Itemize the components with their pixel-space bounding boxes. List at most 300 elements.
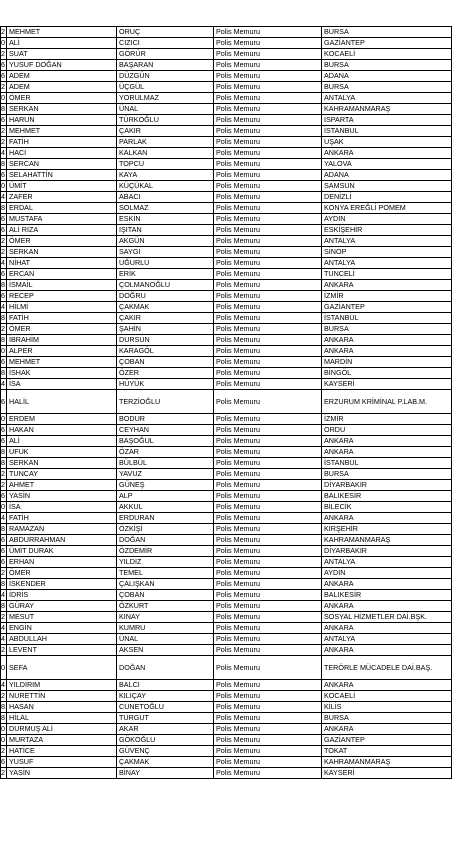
row-number-cell: 6 [1,436,5,445]
table-row [1,458,452,469]
title-cell: Polis Memuru [214,590,322,601]
row-number-cell: 4 [1,379,5,388]
unit-cell: SOSYAL HİZMETLER DAİ.BŞK. [322,612,452,623]
title-cell: Polis Memuru [214,379,322,390]
unit-cell: ADANA [322,71,452,82]
row-number-cell: 4 [1,258,5,267]
first-name-cell: MEHMET [7,357,117,368]
title-cell: Polis Memuru [214,159,322,170]
last-name-cell: AKAR [117,724,214,735]
last-name-cell: BALCI [117,680,214,691]
title-cell: Polis Memuru [214,713,322,724]
title-cell: Polis Memuru [214,324,322,335]
row-number-cell: 2 [1,247,5,256]
title-cell: Polis Memuru [214,702,322,713]
unit-cell: AYDIN [322,214,452,225]
table-row [1,280,452,291]
first-name-cell: HİLMİ [7,302,117,313]
unit-cell: BURSA [322,324,452,335]
unit-cell: KİLİS [322,702,452,713]
table-row [1,390,452,414]
last-name-cell: ÇOBAN [117,357,214,368]
first-name-cell: ERHAN [7,557,117,568]
first-name-cell: SUAT [7,49,117,60]
row-number-cell: 0 [1,346,5,355]
unit-cell: KAHRAMANMARAŞ [322,757,452,768]
unit-cell: ANTALYA [322,634,452,645]
row-number-cell: 6 [1,214,5,223]
title-cell: Polis Memuru [214,225,322,236]
table-row [1,491,452,502]
unit-cell: KONYA EREĞLİ POMEM [322,203,452,214]
last-name-cell: ORUÇ [117,27,214,38]
unit-cell: KOCAELİ [322,691,452,702]
title-cell: Polis Memuru [214,269,322,280]
table-row [1,480,452,491]
first-name-cell: HİLAL [7,713,117,724]
unit-cell: DENİZLİ [322,192,452,203]
table-row [1,590,452,601]
first-name-cell: SERCAN [7,159,117,170]
table-row [1,535,452,546]
row-number-cell: 6 [1,557,5,566]
row-number-cell: 8 [1,368,5,377]
last-name-cell: GÖRÜR [117,49,214,60]
last-name-cell: GÜVENÇ [117,746,214,757]
unit-cell: TERÖRLE MÜCADELE DAİ.BAŞ. [322,656,452,680]
row-number-cell: 2 [1,691,5,700]
last-name-cell: BAŞOĞUL [117,436,214,447]
table-row [1,757,452,768]
first-name-cell: İBRAHİM [7,335,117,346]
unit-cell: BURSA [322,469,452,480]
title-cell: Polis Memuru [214,535,322,546]
table-row [1,713,452,724]
title-cell: Polis Memuru [214,502,322,513]
unit-cell: SAMSUN [322,181,452,192]
table-row [1,236,452,247]
title-cell: Polis Memuru [214,425,322,436]
first-name-cell: ÖMER [7,568,117,579]
table-row [1,680,452,691]
first-name-cell: HACI [7,148,117,159]
last-name-cell: ÇAKMAK [117,302,214,313]
table-row [1,568,452,579]
row-number-cell: 6 [1,170,5,179]
row-number-cell: 2 [1,27,5,36]
first-name-cell: HATİCE [7,746,117,757]
unit-cell: ANKARA [322,513,452,524]
first-name-cell: MESUT [7,612,117,623]
unit-cell: ANKARA [322,436,452,447]
row-number-cell: 6 [1,390,7,414]
row-number-cell: 0 [1,414,5,423]
unit-cell: ERZURUM KRİMİNAL P.LAB.M. [322,390,452,414]
last-name-cell: YAVUZ [117,469,214,480]
unit-cell: GAZİANTEP [322,38,452,49]
title-cell: Polis Memuru [214,735,322,746]
unit-cell: BİLECİK [322,502,452,513]
table-row [1,546,452,557]
title-cell: Polis Memuru [214,656,322,680]
table-row [1,414,452,425]
first-name-cell: ERDAL [7,203,117,214]
unit-cell: ANKARA [322,724,452,735]
last-name-cell: GÖKOĞLU [117,735,214,746]
unit-cell: İSTANBUL [322,313,452,324]
first-name-cell: ÖMER [7,324,117,335]
unit-cell: KAHRAMANMARAŞ [322,535,452,546]
title-cell: Polis Memuru [214,214,322,225]
title-cell: Polis Memuru [214,414,322,425]
unit-cell: MARDİN [322,357,452,368]
row-number-cell: 0 [1,656,7,680]
title-cell: Polis Memuru [214,258,322,269]
row-number-cell: 8 [1,458,5,467]
first-name-cell: HALİL [7,390,117,414]
unit-cell: ISPARTA [322,115,452,126]
last-name-cell: YILDIZ [117,557,214,568]
title-cell: Polis Memuru [214,313,322,324]
table-row [1,469,452,480]
table-row [1,93,452,104]
first-name-cell: GÜRAY [7,601,117,612]
table-row [1,324,452,335]
unit-cell: DİYARBAKIR [322,546,452,557]
row-number-cell: 2 [1,480,5,489]
first-name-cell: RAMAZAN [7,524,117,535]
unit-cell: BALIKESİR [322,491,452,502]
unit-cell: İSTANBUL [322,458,452,469]
title-cell: Polis Memuru [214,458,322,469]
last-name-cell: KARAGÖL [117,346,214,357]
unit-cell: GAZİANTEP [322,302,452,313]
table-row [1,357,452,368]
unit-cell: ANKARA [322,601,452,612]
last-name-cell: ESKİN [117,214,214,225]
unit-cell: ESKİŞEHİR [322,225,452,236]
last-name-cell: ÜNAL [117,634,214,645]
first-name-cell: FATİH [7,137,117,148]
title-cell: Polis Memuru [214,335,322,346]
table-row [1,60,452,71]
last-name-cell: ÜNAL [117,104,214,115]
first-name-cell: UFUK [7,447,117,458]
table-row [1,447,452,458]
unit-cell: İZMİR [322,414,452,425]
title-cell: Polis Memuru [214,192,322,203]
title-cell: Polis Memuru [214,680,322,691]
last-name-cell: AKGÜN [117,236,214,247]
last-name-cell: KAYA [117,170,214,181]
table-row [1,656,452,680]
table-row [1,104,452,115]
last-name-cell: ÇAKIR [117,126,214,137]
title-cell: Polis Memuru [214,71,322,82]
unit-cell: TOKAT [322,746,452,757]
table-row [1,502,452,513]
unit-cell: KAHRAMANMARAŞ [322,104,452,115]
table-row [1,368,452,379]
row-number-cell: 2 [1,568,5,577]
row-number-cell: 8 [1,313,5,322]
table-row [1,82,452,93]
row-number-cell: 6 [1,535,5,544]
first-name-cell: ZAFER [7,192,117,203]
row-number-cell: 2 [1,126,5,135]
table-row [1,346,452,357]
table-row [1,225,452,236]
table-row [1,302,452,313]
table-row [1,645,452,656]
first-name-cell: FATİH [7,313,117,324]
last-name-cell: TEMEL [117,568,214,579]
table-row [1,258,452,269]
row-number-cell: 6 [1,291,5,300]
last-name-cell: GÜNEŞ [117,480,214,491]
last-name-cell: YORULMAZ [117,93,214,104]
row-number-cell: 2 [1,768,5,777]
row-number-cell: 0 [1,735,5,744]
unit-cell: ANKARA [322,680,452,691]
personnel-table [0,26,452,779]
last-name-cell: AKSEN [117,645,214,656]
table-row [1,137,452,148]
table-row [1,269,452,280]
last-name-cell: ÖZAR [117,447,214,458]
last-name-cell: KUMRU [117,623,214,634]
unit-cell: BİNGÖL [322,368,452,379]
title-cell: Polis Memuru [214,623,322,634]
title-cell: Polis Memuru [214,126,322,137]
table-row [1,425,452,436]
row-number-cell: 6 [1,269,5,278]
last-name-cell: CUNETOĞLU [117,702,214,713]
first-name-cell: MEHMET [7,27,117,38]
row-number-cell: 2 [1,137,5,146]
first-name-cell: YUSUF [7,757,117,768]
unit-cell: ANTALYA [322,258,452,269]
row-number-cell: 0 [1,38,5,47]
row-number-cell: 6 [1,425,5,434]
title-cell: Polis Memuru [214,524,322,535]
first-name-cell: ABDURRAHMAN [7,535,117,546]
table-row [1,612,452,623]
unit-cell: UŞAK [322,137,452,148]
first-name-cell: İSMAİL [7,280,117,291]
row-number-cell: 8 [1,524,5,533]
first-name-cell: HAKAN [7,425,117,436]
table-row [1,524,452,535]
last-name-cell: DURSUN [117,335,214,346]
title-cell: Polis Memuru [214,104,322,115]
table-row [1,49,452,60]
title-cell: Polis Memuru [214,480,322,491]
table-row [1,71,452,82]
table-row [1,313,452,324]
last-name-cell: ÇOLMANOĞLU [117,280,214,291]
table-row [1,768,452,779]
row-number-cell: 8 [1,713,5,722]
first-name-cell: ERDEM [7,414,117,425]
last-name-cell: ALP [117,491,214,502]
table-row [1,735,452,746]
row-number-cell: 6 [1,357,5,366]
unit-cell: İSTANBUL [322,126,452,137]
last-name-cell: ÇALIŞKAN [117,579,214,590]
last-name-cell: ÖZKİŞİ [117,524,214,535]
unit-cell: ADANA [322,170,452,181]
first-name-cell: ÖMER [7,93,117,104]
title-cell: Polis Memuru [214,38,322,49]
row-number-cell: 0 [1,502,5,511]
row-number-cell: 2 [1,236,5,245]
last-name-cell: BODUR [117,414,214,425]
last-name-cell: DOĞAN [117,656,214,680]
unit-cell: ANTALYA [322,236,452,247]
row-number-cell: 2 [1,82,5,91]
first-name-cell: MURTAZA [7,735,117,746]
last-name-cell: HÜYÜK [117,379,214,390]
title-cell: Polis Memuru [214,115,322,126]
unit-cell: ANKARA [322,346,452,357]
first-name-cell: ENGİN [7,623,117,634]
last-name-cell: IŞITAN [117,225,214,236]
title-cell: Polis Memuru [214,447,322,458]
unit-cell: BALIKESİR [322,590,452,601]
unit-cell: DİYARBAKIR [322,480,452,491]
table-row [1,115,452,126]
unit-cell: SİNOP [322,247,452,258]
row-number-cell: 6 [1,491,5,500]
table-row [1,159,452,170]
first-name-cell: SELAHATTİN [7,170,117,181]
title-cell: Polis Memuru [214,469,322,480]
last-name-cell: ÇAKMAK [117,757,214,768]
last-name-cell: ŞAHİN [117,324,214,335]
first-name-cell: İSHAK [7,368,117,379]
table-row [1,192,452,203]
title-cell: Polis Memuru [214,170,322,181]
table-row [1,170,452,181]
unit-cell: KAYSERİ [322,379,452,390]
first-name-cell: RECEP [7,291,117,302]
first-name-cell: NİHAT [7,258,117,269]
unit-cell: ANKARA [322,280,452,291]
first-name-cell: İDRİS [7,590,117,601]
row-number-cell: 4 [1,302,5,311]
table-row [1,702,452,713]
row-number-cell: 6 [1,60,5,69]
row-number-cell: 8 [1,159,5,168]
unit-cell: ANKARA [322,148,452,159]
row-number-cell: 8 [1,280,5,289]
title-cell: Polis Memuru [214,557,322,568]
title-cell: Polis Memuru [214,357,322,368]
last-name-cell: BAŞARAN [117,60,214,71]
row-number-cell: 4 [1,513,5,522]
title-cell: Polis Memuru [214,390,322,414]
title-cell: Polis Memuru [214,634,322,645]
title-cell: Polis Memuru [214,346,322,357]
row-number-cell: 4 [1,634,5,643]
title-cell: Polis Memuru [214,82,322,93]
table-row [1,436,452,447]
unit-cell: ANKARA [322,579,452,590]
row-number-cell: 2 [1,49,5,58]
unit-cell: KOCAELİ [322,49,452,60]
row-number-cell: 8 [1,601,5,610]
last-name-cell: TOPCU [117,159,214,170]
first-name-cell: AHMET [7,480,117,491]
table-row [1,601,452,612]
first-name-cell: MUSTAFA [7,214,117,225]
row-number-cell: 8 [1,579,5,588]
table-row [1,291,452,302]
title-cell: Polis Memuru [214,236,322,247]
last-name-cell: KALKAN [117,148,214,159]
table-row [1,634,452,645]
last-name-cell: KILIÇAY [117,691,214,702]
first-name-cell: FATİH [7,513,117,524]
first-name-cell: DURMUŞ ALİ [7,724,117,735]
unit-cell: İZMİR [322,291,452,302]
unit-cell: ANTALYA [322,93,452,104]
title-cell: Polis Memuru [214,291,322,302]
unit-cell: ORDU [322,425,452,436]
title-cell: Polis Memuru [214,568,322,579]
first-name-cell: ALİ RIZA [7,225,117,236]
first-name-cell: LEVENT [7,645,117,656]
row-number-cell: 0 [1,724,5,733]
first-name-cell: YASİN [7,768,117,779]
first-name-cell: YUSUF DOĞAN [7,60,117,71]
title-cell: Polis Memuru [214,181,322,192]
unit-cell: TUNCELİ [322,269,452,280]
row-number-cell: 0 [1,93,5,102]
row-number-cell: 6 [1,71,5,80]
table-row [1,148,452,159]
row-number-cell: 6 [1,757,5,766]
last-name-cell: DOĞRU [117,291,214,302]
row-number-cell: 8 [1,702,5,711]
last-name-cell: ERDURAN [117,513,214,524]
title-cell: Polis Memuru [214,691,322,702]
row-number-cell: 8 [1,335,5,344]
last-name-cell: AKKUL [117,502,214,513]
first-name-cell: ÜMİT DURAK [7,546,117,557]
unit-cell: KAYSERİ [322,768,452,779]
title-cell: Polis Memuru [214,368,322,379]
last-name-cell: PARLAK [117,137,214,148]
title-cell: Polis Memuru [214,203,322,214]
table-row [1,746,452,757]
first-name-cell: TUNCAY [7,469,117,480]
table-row [1,335,452,346]
personnel-table-sheet [0,26,451,779]
title-cell: Polis Memuru [214,137,322,148]
last-name-cell: ÇOBAN [117,590,214,601]
first-name-cell: ALİ [7,436,117,447]
table-row [1,691,452,702]
first-name-cell: YILDIRIM [7,680,117,691]
first-name-cell: HASAN [7,702,117,713]
title-cell: Polis Memuru [214,247,322,258]
first-name-cell: İSKENDER [7,579,117,590]
row-number-cell: 8 [1,447,5,456]
table-row [1,214,452,225]
last-name-cell: CIZICI [117,38,214,49]
